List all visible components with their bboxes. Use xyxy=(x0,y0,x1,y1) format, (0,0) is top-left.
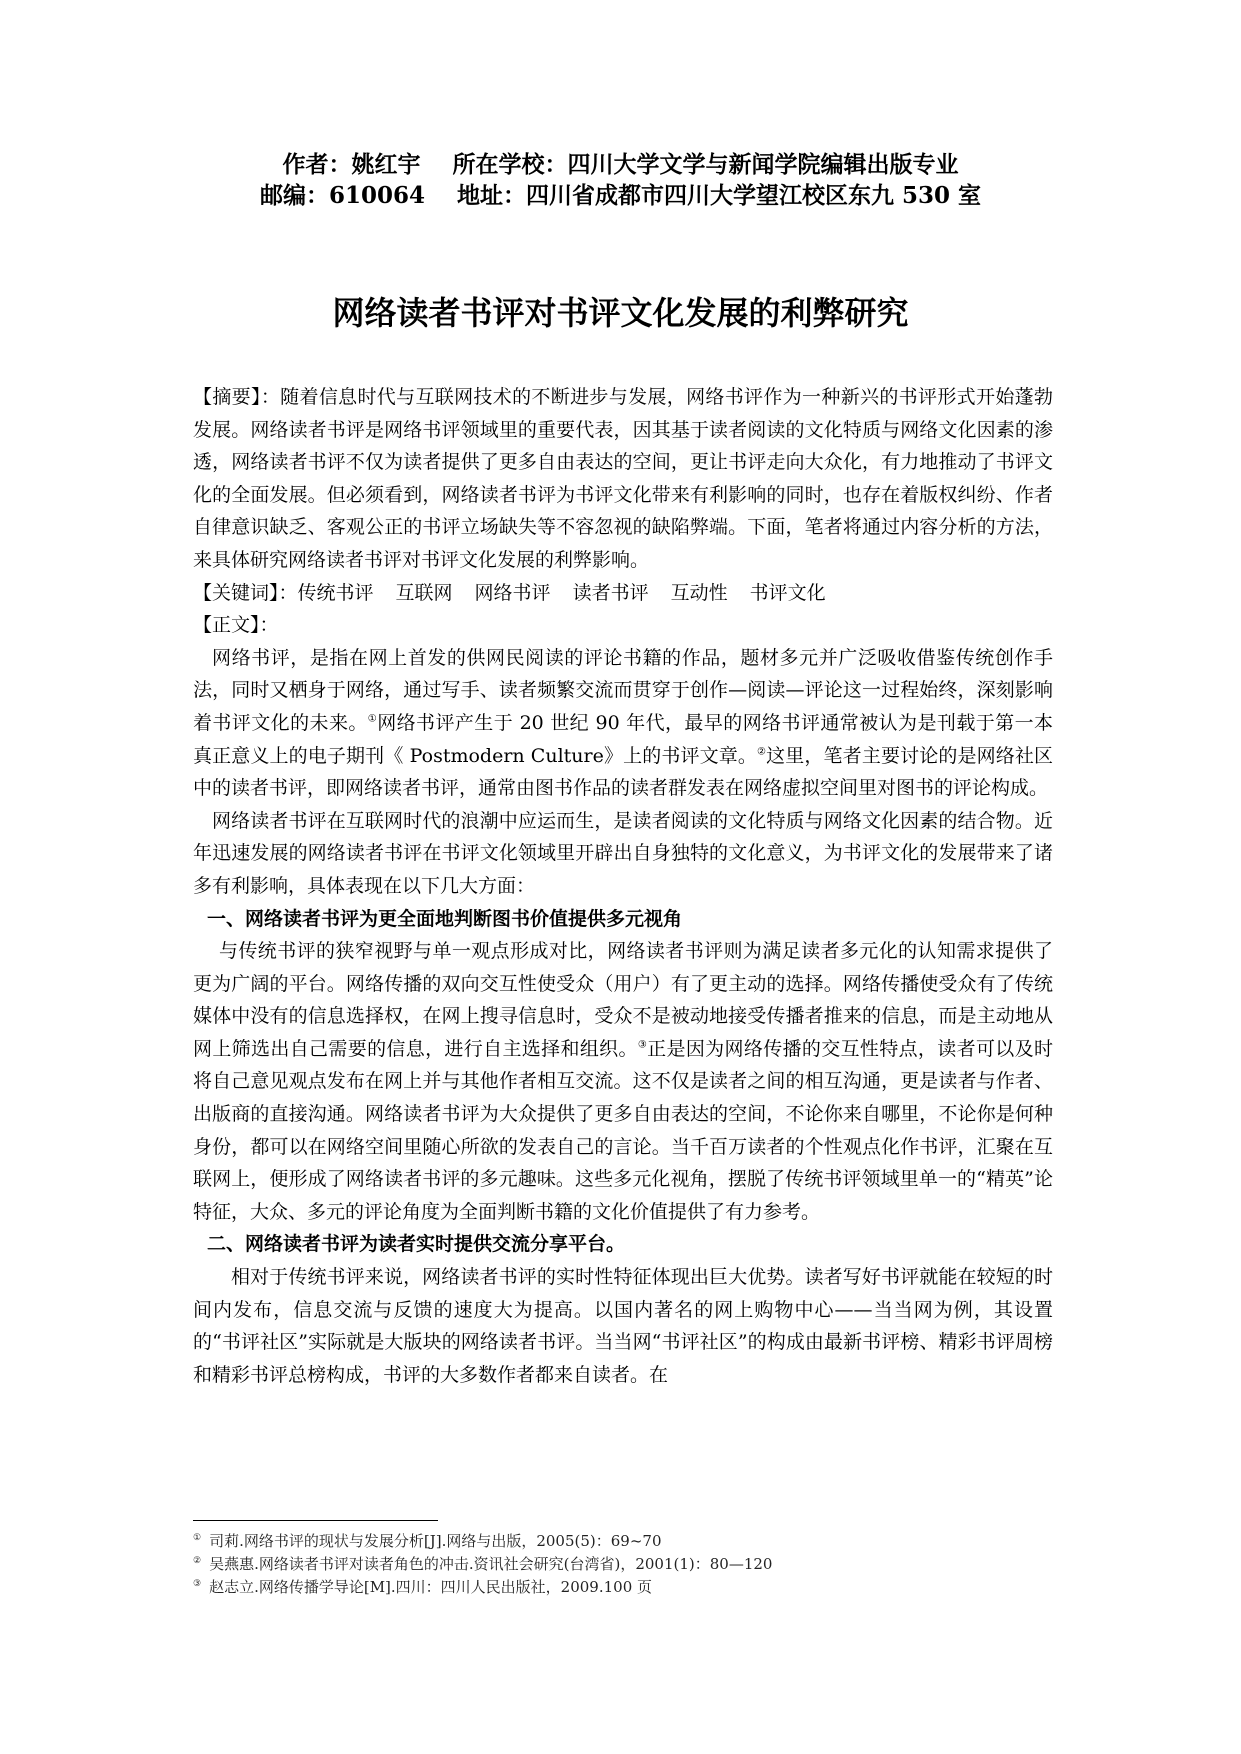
author-school-line: 作者：姚红宇 所在学校：四川大学文学与新闻学院编辑出版专业 xyxy=(282,151,959,178)
body-paragraph-3 xyxy=(193,935,1053,1228)
section-heading-1: 一、网络读者书评为更全面地判断图书价值提供多元视角 xyxy=(207,907,683,930)
abstract-text: 随着信息时代与互联网技术的不断进步与发展，网络书评作为一种新兴的书评形式开始蓬勃发展。网络读者书评是网络书评领域里的重要代表，因其基于读者阅读的文化特质与网络文化因素的渗透，网络读者书评不仅为读者提供了更多自由表达的空间，更让书评走向大众化，有力地推动了书评文化的全面发展。但必须看到，网络读者书评为书评文化带来有利影响的同时，也存在着版权纠纷、作者自律意识缺乏、客观公正的书评立场缺失等不容忽视的缺陷弊端。下面，笔者将通过内容分析的方法，来具体研究网络读者书评对书评文化发展的利弊影响。 xyxy=(193,386,1053,571)
body-label: 【正文】： xyxy=(193,614,279,637)
keyword-item: 互联网 xyxy=(395,581,453,604)
keywords xyxy=(193,577,1053,610)
footnote-ref-1: ① xyxy=(367,713,378,725)
section-heading-2: 二、网络读者书评为读者实时提供交流分享平台。 xyxy=(207,1233,626,1256)
footnote-item xyxy=(193,1530,1053,1553)
keywords-label: 【关键词】： xyxy=(193,581,298,604)
paragraph-text: 与传统书评的狭窄视野与单一观点形成对比，网络读者书评则为满足读者多元化的认知需求提供了更为广阔的平台。网络传播的双向交互性使受众（用户）有了更主动的选择。网络传播使受众有了传统媒体中没有的信息选择权，在网上搜寻信息时，受众不是被动地接受传播者推来的信息，而是主动地从网上筛选出自己需要的信息，进行自主选择和组织。 xyxy=(193,940,1053,1060)
abstract-label: 【摘要】： xyxy=(193,386,281,408)
postcode-address-line: 邮编：610064 地址：四川省成都市四川大学望江校区东九 530 室 xyxy=(259,182,982,209)
body-paragraph-4: 相对于传统书评来说，网络读者书评的实时性特征体现出巨大优势。读者写好书评就能在较短的时间内发布，信息交流与反馈的速度大为提高。以国内著名的网上购物中心——当当网为例，其设置的“书评社区”实际就是大版块的网络读者书评。当当网“书评社区”的构成由最新书评榜、精彩书评周榜和精彩书评总榜构成，书评的大多数作者都来自读者。在 xyxy=(193,1266,1053,1386)
paragraph-text: 这里，笔者主要讨论的是网络社区中的读者书评，即网络读者书评，通常由图书作品的读者群发表在网络虚拟空间里对图书的评论构成。 xyxy=(193,744,1053,800)
body-paragraph-1 xyxy=(193,642,1053,805)
footnote-ref-2: ② xyxy=(757,746,767,758)
footnote-number: ② xyxy=(193,1556,202,1566)
footnote-ref-3: ③ xyxy=(637,1039,648,1051)
body-paragraph-2: 网络读者书评在互联网时代的浪潮中应运而生，是读者阅读的文化特质与网络文化因素的结合物。近年迅速发展的网络读者书评在书评文化领域里开辟出自身独特的文化意义，为书评文化的发展带来了诸多有利影响，具体表现在以下几大方面： xyxy=(193,809,1053,897)
footnote-item xyxy=(193,1576,1053,1599)
footnote-item xyxy=(193,1553,1053,1576)
footnotes xyxy=(193,1530,1053,1599)
footnote-separator xyxy=(193,1520,438,1521)
keyword-item: 互动性 xyxy=(670,581,728,604)
keyword-item: 读者书评 xyxy=(572,581,649,604)
footnote-text: 赵志立.网络传播学导论[M].四川：四川人民出版社，2009.100 页 xyxy=(209,1578,653,1596)
keyword-item: 书评文化 xyxy=(749,581,826,604)
paragraph-text: 正是因为网络传播的交互性特点，读者可以及时将自己意见观点发布在网上并与其他作者相互交流。这不仅是读者之间的相互沟通，更是读者与作者、出版商的直接沟通。网络读者书评为大众提供了更多自由表达的空间，不论你来自哪里，不论你是何种身份，都可以在网络空间里随心所欲的发表自己的言论。当千百万读者的个性观点化作书评，汇聚在互联网上，便形成了网络读者书评的多元趣味。这些多元化视角，摆脱了传统书评领域里单一的“精英”论特征，大众、多元的评论角度为全面判断书籍的文化价值提供了有力参考。 xyxy=(193,1037,1053,1223)
paper-title: 网络读者书评对书评文化发展的利弊研究 xyxy=(332,294,909,332)
paragraph-text: 网络书评，是指在网上首发的供网民阅读的评论书籍的作品，题材多元并广泛吸收借鉴传统创作手法，同时又栖身于网络，通过写手、读者频繁交流而贯穿于创作—阅读—评论这一过程始终，深刻影响着书评文化的未来。 xyxy=(193,646,1053,734)
keyword-item: 传统书评 xyxy=(297,581,374,604)
keyword-item: 网络书评 xyxy=(474,581,551,604)
footnote-number: ① xyxy=(193,1533,202,1543)
footnote-text: 司莉.网络书评的现状与发展分析[J].网络与出版，2005(5)：69~70 xyxy=(209,1532,662,1550)
abstract xyxy=(193,381,1053,577)
paragraph-text: 网络书评产生于 20 世纪 90 年代，最早的网络书评通常被认为是刊载于第一本真正意义上的电子期刊《 Postmodern Culture》上的书评文章。 xyxy=(193,711,1053,767)
paper-body xyxy=(193,381,1053,1391)
footnote-text: 吴燕惠.网络读者书评对读者角色的冲击.资讯社会研究(台湾省)，2001(1)：80—120 xyxy=(209,1555,773,1573)
footnote-number: ③ xyxy=(193,1579,202,1589)
